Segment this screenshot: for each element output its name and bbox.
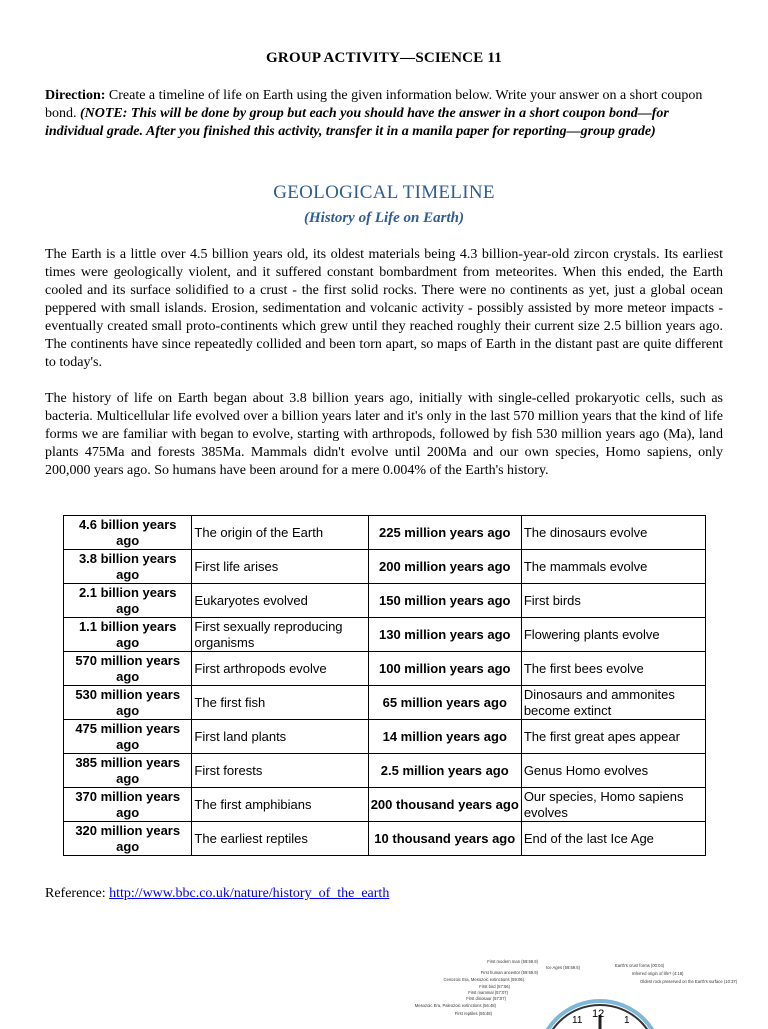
timeline-event: Dinosaurs and ammonites become extinct: [521, 686, 705, 720]
direction-text: Create a timeline of life on Earth using the given information below. Write your answer on a short coupon bond.: [45, 88, 703, 121]
timeline-date: 100 million years ago: [368, 652, 521, 686]
timeline-event: The first bees evolve: [521, 652, 705, 686]
timeline-event: The earliest reptiles: [192, 822, 368, 856]
timeline-event: First arthropods evolve: [192, 652, 368, 686]
direction-note: (NOTE: This will be done by group but each you should have the answer in a short coupon bond—for individual grade. After you finished this activity, transfer it in a manila paper for reporting—group grade): [45, 106, 669, 139]
direction-paragraph: [45, 87, 723, 141]
timeline-event: End of the last Ice Age: [521, 822, 705, 856]
timeline-event: Flowering plants evolve: [521, 618, 705, 652]
life-history-paragraph: The history of life on Earth began about 3.8 billion years ago, initially with single-celled prokaryotic cells, such as bacteria. Multicellular life evolved over a billion years later and it's only in the last 570 million years that the kind of life forms we are familiar with began to evolve, starting with arthropods, followed by fish 530 million years ago (Ma), land plants 475Ma and forests 385Ma. Mammals didn't evolve until 200Ma and our own species, Homo sapiens, only 200,000 years ago. So humans have been around for a mere 0.004% of the Earth's history.: [45, 391, 723, 478]
timeline-table: [63, 515, 706, 856]
timeline-row: [64, 618, 706, 652]
section-subtitle: (History of Life on Earth): [304, 210, 464, 226]
clock-label: Earth's crust forms (00:04): [615, 963, 665, 968]
timeline-row: [64, 788, 706, 822]
timeline-date: 10 thousand years ago: [368, 822, 521, 856]
direction-label: Direction:: [45, 88, 106, 103]
timeline-row: [64, 754, 706, 788]
clock-label: First mammal (57:07): [468, 990, 508, 995]
earth-history-paragraph: The Earth is a little over 4.5 billion years old, its oldest materials being 4.3 billion-year-old zircon crystals. Its earliest times were geologically violent, and it suffered constant bombardment from meteorites. When this ended, the Earth cooled and its surface solidified to a crust - the first solid rocks. There were no continents as yet, just a global ocean peppered with small islands. Erosion, sedimentation and volcanic activity - possibly assisted by more meteor impacts - eventually created small proto-continents which grew until they reached roughly their current size 2.5 billion years ago. The continents have since repeatedly collided and been torn apart, so maps of Earth in the distant past are quite different to today's.: [45, 247, 723, 370]
clock-label: First modern man (59:59.9): [487, 959, 538, 964]
reference-label: Reference:: [45, 886, 110, 901]
clock-label: Oldest rock preserved on the Earth's surface (10:37): [640, 979, 738, 984]
timeline-date: 370 million years ago: [64, 788, 192, 822]
clock-svg: [414, 955, 738, 1026]
reference-link[interactable]: http://www.bbc.co.uk/nature/history_of_the_earth: [109, 886, 390, 901]
timeline-date: 200 million years ago: [368, 550, 521, 584]
timeline-event: The dinosaurs evolve: [521, 516, 705, 550]
timeline-date: 320 million years ago: [64, 822, 192, 856]
timeline-date: 2.1 billion years ago: [64, 584, 192, 618]
timeline-date: 1.1 billion years ago: [64, 618, 192, 652]
timeline-event: First life arises: [192, 550, 368, 584]
timeline-row: [64, 652, 706, 686]
timeline-date: 14 million years ago: [368, 720, 521, 754]
clock-numeral-11: 11: [572, 1015, 583, 1026]
clock-label: Ice Ages (59:59.5): [546, 965, 580, 970]
timeline-date: 570 million years ago: [64, 652, 192, 686]
timeline-event: The mammals evolve: [521, 550, 705, 584]
timeline-date: 130 million years ago: [368, 618, 521, 652]
timeline-row: [64, 720, 706, 754]
page-heading: GROUP ACTIVITY—SCIENCE 11: [266, 50, 502, 66]
timeline-date: 385 million years ago: [64, 754, 192, 788]
timeline-date: 2.5 million years ago: [368, 754, 521, 788]
timeline-date: 200 thousand years ago: [368, 788, 521, 822]
clock-label: First human ancestor (59:59.9): [480, 970, 538, 975]
timeline-event: The first fish: [192, 686, 368, 720]
clock-label: First dinosaur (57:07): [466, 996, 506, 1001]
reference-line: [45, 886, 389, 902]
clock-numeral-1: 1: [624, 1015, 630, 1026]
clock-label: First bird (57:56): [479, 984, 510, 989]
geological-clock-figure: [414, 955, 738, 1026]
timeline-row: [64, 584, 706, 618]
timeline-date: 4.6 billion years ago: [64, 516, 192, 550]
timeline-event: First land plants: [192, 720, 368, 754]
timeline-event: The first great apes appear: [521, 720, 705, 754]
timeline-date: 475 million years ago: [64, 720, 192, 754]
timeline-date: 530 million years ago: [64, 686, 192, 720]
section-title: GEOLOGICAL TIMELINE: [273, 182, 495, 203]
timeline-row: [64, 686, 706, 720]
timeline-date: 150 million years ago: [368, 584, 521, 618]
timeline-event: The origin of the Earth: [192, 516, 368, 550]
timeline-event: Our species, Homo sapiens evolves: [521, 788, 705, 822]
clock-label: Mesozoic Era, Paleozoic extinctions (56:48): [414, 1003, 496, 1008]
clock-numeral-12: 12: [592, 1008, 605, 1020]
timeline-event: Genus Homo evolves: [521, 754, 705, 788]
timeline-row: [64, 550, 706, 584]
timeline-event: The first amphibians: [192, 788, 368, 822]
timeline-date: 3.8 billion years ago: [64, 550, 192, 584]
clock-label: First reptiles (55:48): [454, 1011, 492, 1016]
timeline-row: [64, 822, 706, 856]
timeline-date: 65 million years ago: [368, 686, 521, 720]
clock-label: Cenozoic Era, Mesozoic extinctions (59:06): [443, 977, 524, 982]
clock-label: Inferred origin of life? (4:18): [632, 971, 684, 976]
timeline-row: [64, 516, 706, 550]
timeline-date: 225 million years ago: [368, 516, 521, 550]
timeline-event: First forests: [192, 754, 368, 788]
timeline-event: Eukaryotes evolved: [192, 584, 368, 618]
timeline-event: First birds: [521, 584, 705, 618]
timeline-event: First sexually reproducing organisms: [192, 618, 368, 652]
